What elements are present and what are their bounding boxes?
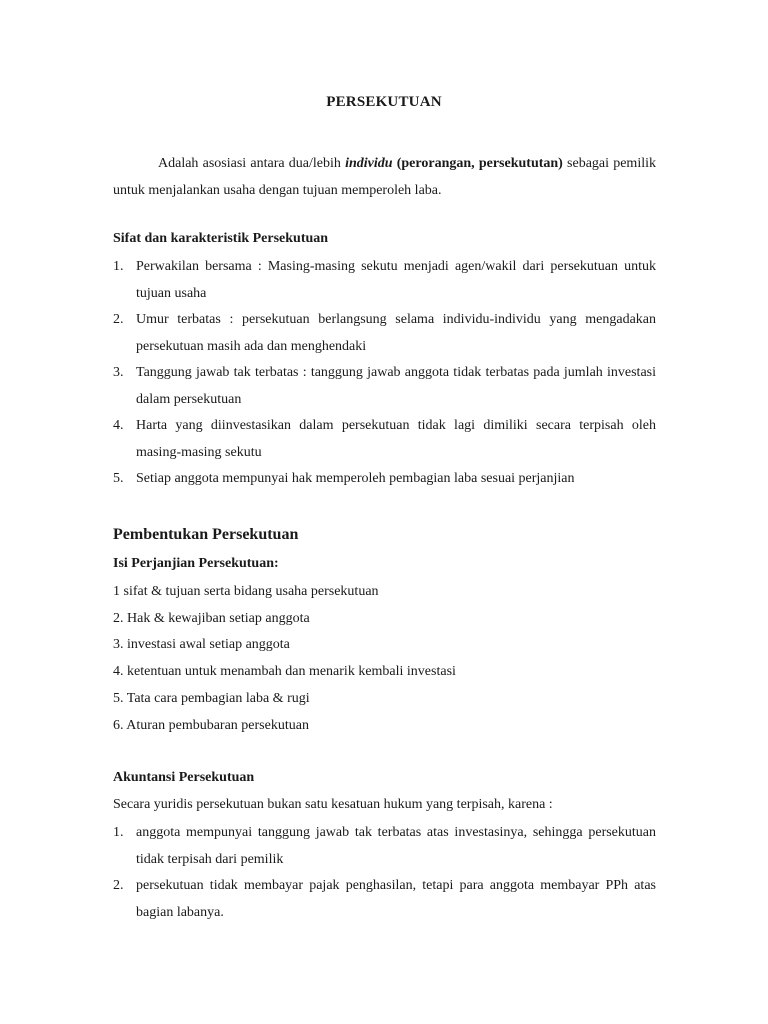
intro-text-start: Adalah asosiasi antara dua/lebih [158,156,346,171]
list-item-text: Setiap anggota mempunyai hak memperoleh pembagian laba sesuai perjanjian [136,471,575,486]
list-item-number: 2. [113,312,124,327]
list-item-number: 3. [113,365,124,380]
akuntansi-list [113,820,656,926]
list-item: 2. Hak & kewajiban setiap anggota [113,610,310,626]
list-item [113,413,656,466]
list-item [113,466,656,493]
list-item-number: 5. [113,471,124,486]
sifat-heading: Sifat dan karakteristik Persekutuan [113,231,329,246]
intro-text-end: sebagai pemilik untuk menjalankan usaha dengan tujuan memperoleh laba. [113,156,656,198]
perjanjian-list [113,579,656,739]
list-item-text: Perwakilan bersama : Masing-masing sekutu menjadi agen/wakil dari persekutuan untuk tujuan usaha [136,259,656,301]
list-item-text: persekutuan tidak membayar pajak penghasilan, tetapi para anggota membayar PPh atas bagian labanya. [136,878,656,920]
list-item-text: Harta yang diinvestasikan dalam persekutuan tidak lagi dimiliki secara terpisah oleh masing-masing sekutu [136,418,656,460]
list-item-text: anggota mempunyai tanggung jawab tak terbatas atas investasinya, sehingga persekutuan tidak terpisah dari pemilik [136,825,656,867]
sifat-list [113,254,656,493]
list-item: 6. Aturan pembubaran persekutuan [113,717,309,733]
list-item-number: 1. [113,825,124,840]
list-item-text: Tanggung jawab tak terbatas : tanggung jawab anggota tidak terbatas pada jumlah investasi dalam persekutuan [136,365,656,407]
intro-paragraph [113,150,656,204]
list-item-text: Umur terbatas : persekutuan berlangsung selama individu-individu yang mengadakan persekutuan masih ada dan menghendaki [136,312,656,354]
intro-emphasis-italic: individu [345,156,393,171]
list-item [113,873,656,926]
list-item: 4. ketentuan untuk menambah dan menarik kembali investasi [113,664,456,680]
list-item: 1 sifat & tujuan serta bidang usaha persekutuan [113,584,379,599]
list-item-number: 2. [113,878,124,893]
list-item-number: 4. [113,418,124,433]
list-item-number: 1. [113,259,124,274]
list-item [113,307,656,360]
list-item: 3. investasi awal setiap anggota [113,637,290,653]
pembentukan-heading: Pembentukan Persekutuan [113,526,299,543]
list-item [113,254,656,307]
akuntansi-intro: Secara yuridis persekutuan bukan satu kesatuan hukum yang terpisah, karena : [113,797,553,812]
list-item: 5. Tata cara pembagian laba & rugi [113,690,310,706]
list-item [113,820,656,873]
page-title: PERSEKUTUAN [326,94,442,110]
list-item [113,360,656,413]
intro-emphasis-bold: (perorangan, persekututan) [392,156,563,171]
akuntansi-heading: Akuntansi Persekutuan [113,770,255,785]
isi-perjanjian-heading: Isi Perjanjian Persekutuan: [113,556,279,571]
